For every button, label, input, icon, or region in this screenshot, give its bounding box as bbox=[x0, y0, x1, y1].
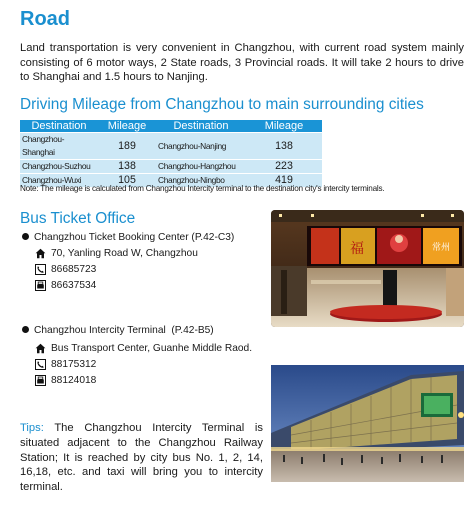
svg-text:福: 福 bbox=[350, 241, 364, 257]
mileage-cell: 189 bbox=[98, 133, 156, 160]
header-destination: Destination bbox=[156, 120, 246, 133]
bullet-icon bbox=[22, 326, 29, 333]
phone-icon bbox=[35, 359, 46, 370]
mileage-cell: 105 bbox=[98, 174, 156, 188]
office1-phone: 86685723 bbox=[51, 264, 97, 275]
bus-title: Bus Ticket Office bbox=[20, 210, 136, 227]
office1-address: 70, Yanling Road W, Changzhou bbox=[51, 248, 198, 259]
office2-name-text: Changzhou Intercity Terminal (P.42-B5) bbox=[34, 325, 214, 336]
fax-icon bbox=[35, 375, 46, 386]
route-cell: Changzhou-Ningbo bbox=[156, 174, 246, 188]
header-destination: Destination bbox=[20, 120, 98, 133]
house-icon bbox=[35, 343, 46, 354]
office2-phone-row bbox=[35, 359, 96, 370]
ticket-office-photo bbox=[271, 210, 464, 327]
office2-name bbox=[22, 325, 214, 336]
photo1-sign-text: 常州 bbox=[431, 243, 451, 253]
house-icon bbox=[35, 248, 46, 259]
office2-fax-row bbox=[35, 375, 96, 386]
fax-icon bbox=[35, 280, 46, 291]
intercity-terminal-photo bbox=[271, 365, 464, 482]
route-cell: Changzhou-Suzhou bbox=[20, 160, 98, 174]
mileage-cell: 223 bbox=[246, 160, 322, 174]
office1-fax-row bbox=[35, 280, 96, 291]
mileage-title: Driving Mileage from Changzhou to main surrounding cities bbox=[20, 96, 424, 113]
tips-text: The Changzhou Intercity Terminal is situated adjacent to the Changzhou Railway Station; It is reached by city bus No. 1, 2, 14, 16,18, etc. and taxi will bring you to intercity terminal. bbox=[20, 422, 263, 494]
mileage-cell: 138 bbox=[246, 133, 322, 160]
tips-label: Tips: bbox=[20, 422, 44, 434]
mileage-header-row bbox=[20, 120, 322, 133]
route-cell: Changzhou-Wuxi bbox=[20, 174, 98, 188]
office2-address: Bus Transport Center, Guanhe Middle Raod. bbox=[51, 343, 253, 354]
mileage-cell: 419 bbox=[246, 174, 322, 188]
mileage-cell: 138 bbox=[98, 160, 156, 174]
header-mileage: Mileage bbox=[98, 120, 156, 133]
route-cell: Changzhou-Hangzhou bbox=[156, 160, 246, 174]
header-mileage: Mileage bbox=[246, 120, 322, 133]
road-intro: Land transportation is very convenient in Changzhou, with current road system mainly consisting of 6 motor ways, 2 State roads, 3 Provincial roads. It will take 2 hours to drive to Shanghai and 1.5 hours to Nanjing. bbox=[20, 42, 464, 84]
office1-phone-row bbox=[35, 264, 96, 275]
road-title: Road bbox=[20, 8, 70, 30]
office1-address-row bbox=[35, 248, 198, 259]
office1-name-text: Changzhou Ticket Booking Center (P.42-C3) bbox=[34, 232, 235, 243]
mileage-note: Note: The mileage is calculated from Changzhou Intercity terminal to the destination city's intercity terminals. bbox=[20, 184, 385, 193]
route-cell: Changzhou-Shanghai bbox=[20, 133, 98, 160]
office2-address-row bbox=[35, 343, 252, 354]
table-row bbox=[20, 133, 322, 160]
mileage-table bbox=[20, 120, 322, 187]
table-row bbox=[20, 160, 322, 174]
tips-paragraph bbox=[20, 421, 263, 495]
bullet-icon bbox=[22, 233, 29, 240]
office2-phone: 88175312 bbox=[51, 359, 97, 370]
office2-fax: 88124018 bbox=[51, 375, 97, 386]
phone-icon bbox=[35, 264, 46, 275]
office1-fax: 86637534 bbox=[51, 280, 97, 291]
office1-name bbox=[22, 232, 234, 243]
route-cell: Changzhou-Nanjing bbox=[156, 133, 246, 160]
